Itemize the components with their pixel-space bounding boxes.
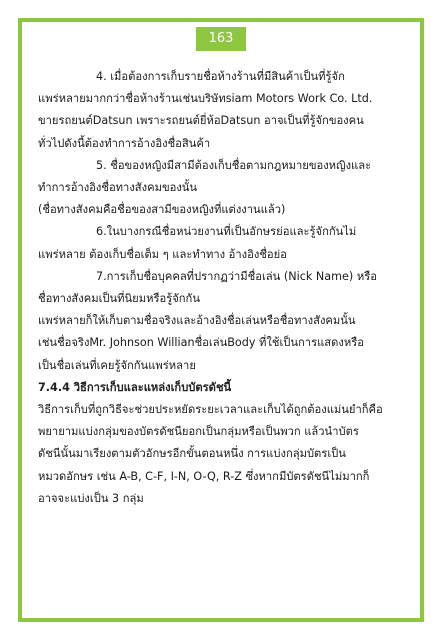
section-body-line: ดัชนีนั้นมาเรียงตามตัวอักษรอีกขั้นตอนหนึ่ง การแบ่งกลุ่มบัตรเป็น [38,447,346,461]
paragraph-6-line: แพร่หลาย ต้องเก็บชื่อเต็ม ๆ และทำทาง อ้างอิงชื่อย่อ [38,247,287,261]
paragraph-7-line: ชื่อทางสังคมเป็นที่นิยมหรือรู้จักกัน [38,292,200,306]
paragraph-6-line: 6.ในบางกรณีชื่อหน่วยงานที่เป็นอักษรย่อและรู้จักกันไม่ [96,225,357,239]
paragraph-4 [38,66,414,155]
paragraph-7-line: 7.การเก็บชื่อบุคคลที่ปรากฏว่ามีชื่อเล่น (Nick Name) หรือ [96,269,377,283]
page-number-badge: 163 [196,27,246,51]
paragraph-7-line: เช่นชื่อจริงMr. Johnson Willianชื่อเล่นBody ที่ใช้เป็นการแสดงหรือ [38,336,364,350]
paragraph-5 [38,155,414,222]
section-body [38,399,414,510]
paragraph-7 [38,266,414,377]
page-content [38,66,414,510]
section-body-line: พยายามแบ่งกลุ่มของบัตรดัชนียอกเป็นกลุ่มหรือเป็นพวก แล้วนำบัตร [38,425,359,439]
section-body-line: หมวดอักษร เช่น A-B, C-F, I-N, O-Q, R-Z ซึ่งหากมีบัตรดัชนีไม่มากก็ [38,469,370,483]
paragraph-7-line: แพร่หลายก็ให้เก็บตามชื่อจริงและอ้างอิงชื่อเล่นหรือชื่อทางสังคมนั้น [38,314,356,328]
section-body-line: อาจจะแบ่งเป็น 3 กลุ่ม [38,491,144,505]
paragraph-4-line: 4. เมื่อต้องการเก็บรายชื่อห้างร้านที่มีสินค้าเป็นที่รู้จัก [96,70,345,83]
section-heading: 7.4.4 วิธีการเก็บและแหล่งเก็บบัตรดัชนี้ [38,380,232,394]
section-body-line: วิธีการเก็บที่ถูกวิธีจะช่วยประหยัดระยะเวลาและเก็บได้ถูกต้องแม่นยำก็คือ [38,403,383,417]
paragraph-4-line: ขายรถยนต์Datsun เพราะรถยนต์ยี่ห้อDatsun อาจเป็นที่รู้จักของคน [38,114,364,128]
paragraph-5-line: ทำการอ้างอิงชื่อทางสังคมของนั้น [38,181,198,195]
paragraph-4-line: แพร่หลายมากกว่าชื่อห้างร้านเช่นบริษัทsiam Motors Work Co. Ltd. [38,92,373,106]
paragraph-6 [38,221,414,265]
paragraph-7-line: เป็นชื่อเล่นที่เคยรู้จักกันแพร่หลาย [38,358,196,372]
paragraph-5-line: (ชื่อทางสังคมคือชื่อของสามีของหญิงที่แต่งงานแล้ว) [38,203,286,217]
paragraph-4-line: ทั่วไปดังนี้ต้องทำการอ้างอิงชื่อสินค้า [38,136,211,150]
paragraph-5-line: 5. ชื่อของหญิงมีสามีต้องเก็บชื่อตามกฎหมายของหญิงและ [96,158,372,172]
